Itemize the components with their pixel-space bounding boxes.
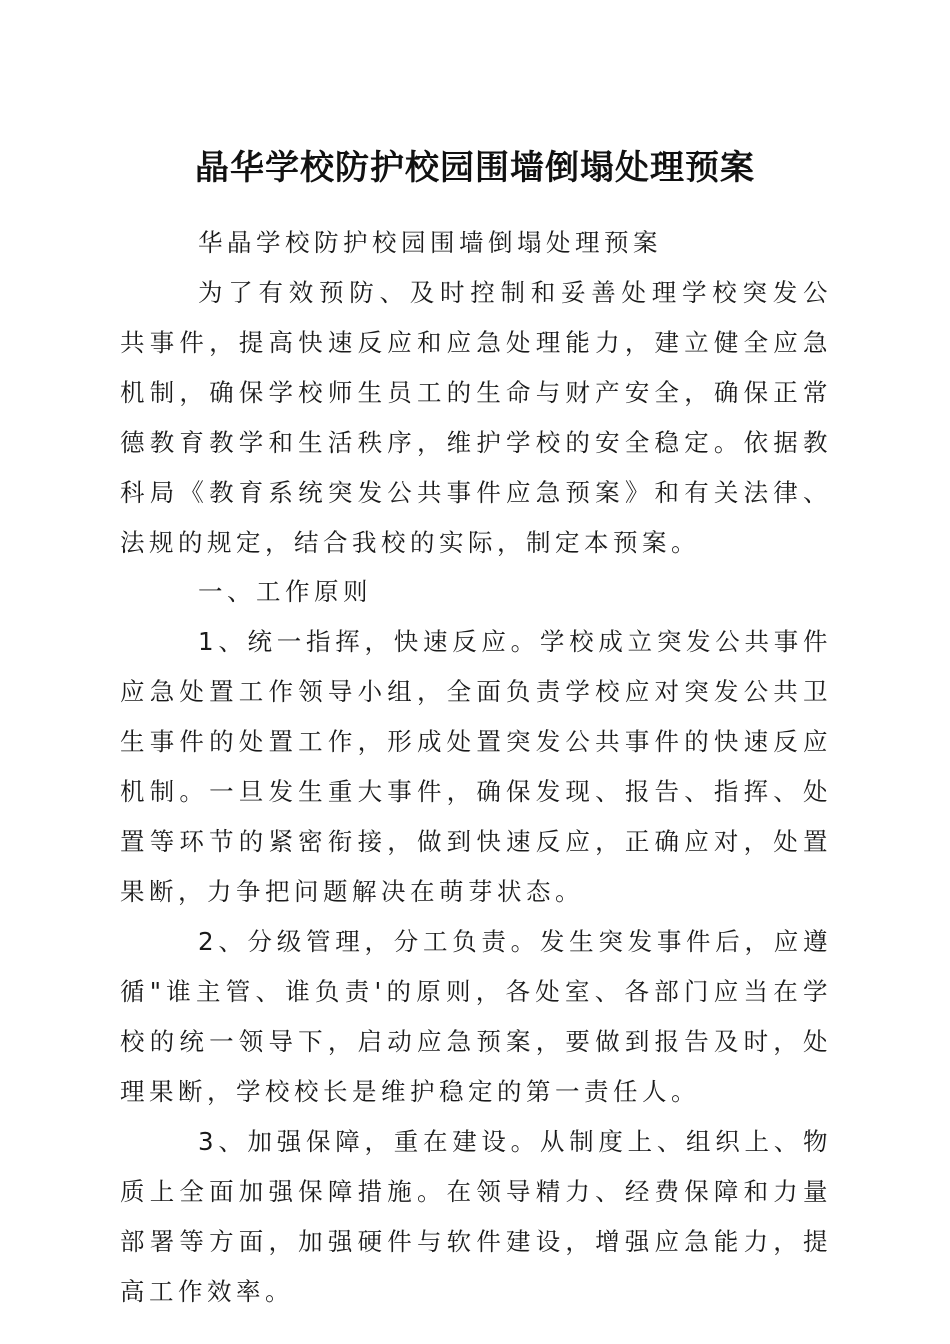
principle-item-1: 1、统一指挥，快速反应。学校成立突发公共事件应急处置工作领导小组，全面负责学校应对突发公共卫生事件的处置工作，形成处置突发公共事件的快速反应机制。一旦发生重大事件，确保发现、报告、指挥、处置等环节的紧密衔接，做到快速反应，正确应对，处置果断，力争把问题解决在萌芽状态。 [120, 627, 832, 906]
principle-item-2: 2、分级管理，分工负责。发生突发事件后，应遵循"谁主管、谁负责'的原则，各处室、各部门应当在学校的统一领导下，启动应急预案，要做到报告及时，处理果断，学校校长是维护稳定的第一责任人。 [120, 927, 832, 1106]
intro-paragraph: 为了有效预防、及时控制和妥善处理学校突发公共事件，提高快速反应和应急处理能力，建立健全应急机制，确保学校师生员工的生命与财产安全，确保正常德教育教学和生活秩序，维护学校的安全稳定。依据教科局《教育系统突发公共事件应急预案》和有关法律、法规的规定，结合我校的实际，制定本预案。 [120, 278, 832, 557]
principles-section [120, 567, 832, 1317]
document-subtitle: 华晶学校防护校园围墙倒塌处理预案 [198, 228, 662, 257]
section-heading: 一、工作原则 [198, 577, 372, 606]
document-title: 晶华学校防护校园围墙倒塌处理预案 [195, 148, 755, 188]
principle-item-3: 3、加强保障，重在建设。从制度上、组织上、物质上全面加强保障措施。在领导精力、经费保障和力量部署等方面，加强硬件与软件建设，增强应急能力，提高工作效率。 [120, 1127, 832, 1306]
intro-block [120, 268, 832, 568]
subtitle-block [120, 218, 832, 268]
